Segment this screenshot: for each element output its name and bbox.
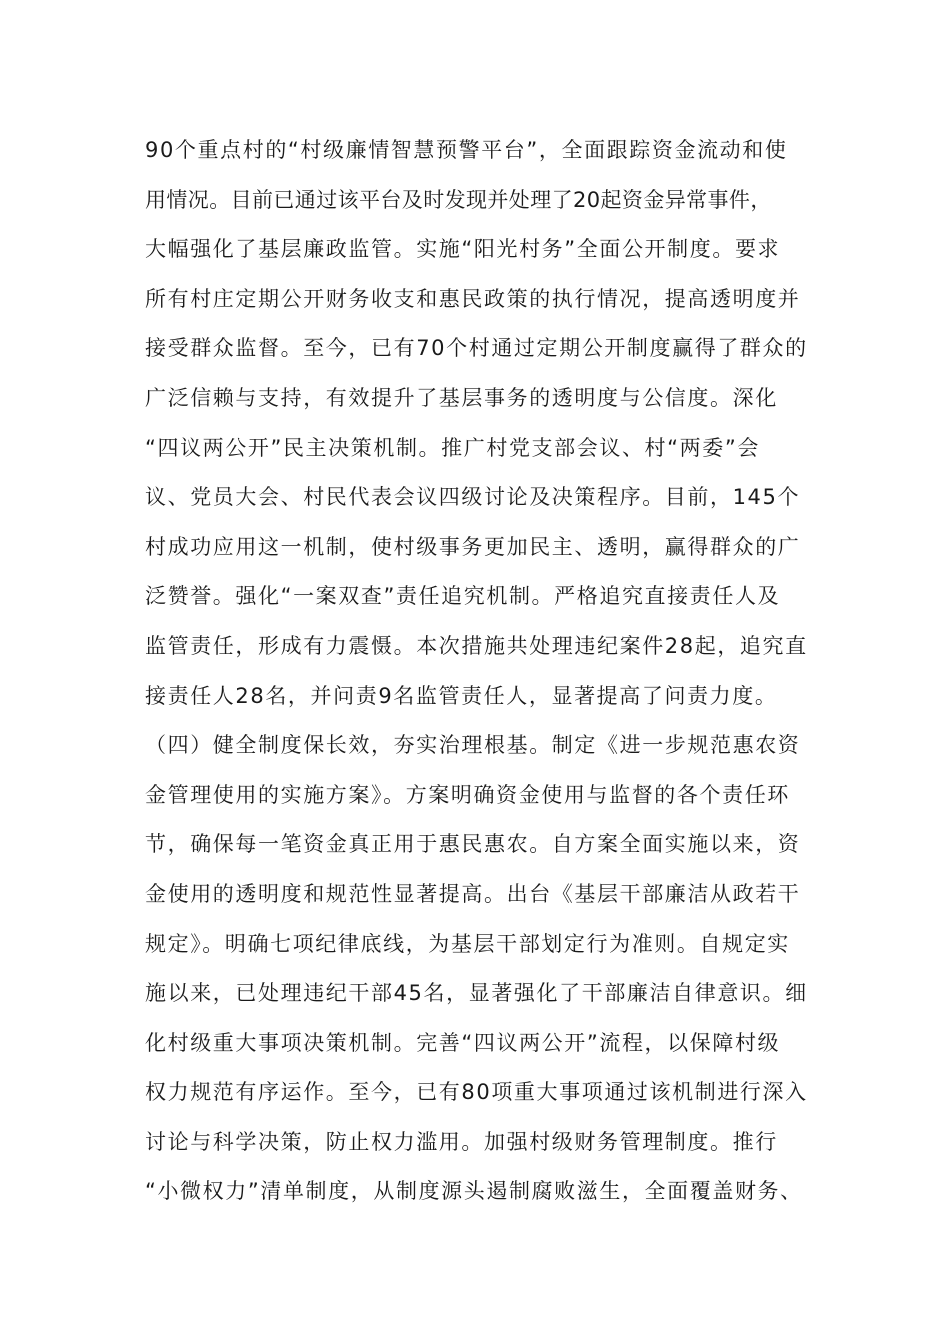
text-line: 施以来，已处理违纪干部45名，显著强化了干部廉洁自律意识。细 (145, 981, 808, 1006)
section-heading-line: （四）健全制度保长效，夯实治理根基。制定《进一步规范惠农资 (145, 733, 801, 758)
text-line: 村成功应用这一机制，使村级事务更加民主、透明，赢得群众的广 (145, 534, 801, 559)
text-line: 所有村庄定期公开财务收支和惠民政策的执行情况，提高透明度并 (145, 286, 801, 311)
text-line: 规定》。明确七项纪律底线，为基层干部划定行为准则。自规定实 (145, 931, 790, 956)
text-line: 90个重点村的“村级廉情智慧预警平台”，全面跟踪资金流动和使 (145, 138, 788, 162)
text-line: 金管理使用的实施方案》。方案明确资金使用与监督的各个责任环 (145, 782, 790, 807)
text-line: 泛赞誉。强化“一案双查”责任追究机制。严格追究直接责任人及 (145, 584, 781, 609)
text-line: 金使用的透明度和规范性显著提高。出台《基层干部廉洁从政若干 (145, 881, 801, 906)
text-line: 接责任人28名，并问责9名监管责任人，显著提高了问责力度。 (145, 683, 778, 708)
text-line: 权力规范有序运作。至今，已有80项重大事项通过该机制进行深入 (145, 1080, 808, 1105)
text-line: “小微权力”清单制度，从制度源头遏制腐败滋生，全面覆盖财务、 (145, 1179, 803, 1204)
text-line: 议、党员大会、村民代表会议四级讨论及决策程序。目前，145个 (145, 485, 801, 510)
text-line: 接受群众监督。至今，已有70个村通过定期公开制度赢得了群众的 (145, 336, 808, 361)
text-line: 用情况。目前已通过该平台及时发现并处理了20起资金异常事件， (145, 187, 772, 212)
text-line: “四议两公开”民主决策机制。推广村党支部会议、村“两委”会 (145, 435, 760, 460)
body-text (145, 126, 825, 1217)
text-line: 节，确保每一笔资金真正用于惠民惠农。自方案全面实施以来，资 (145, 832, 801, 857)
text-line: 讨论与科学决策，防止权力滥用。加强村级财务管理制度。推行 (145, 1129, 778, 1154)
text-line: 化村级重大事项决策机制。完善“四议两公开”流程，以保障村级 (145, 1030, 781, 1055)
text-line: 监管责任，形成有力震慑。本次措施共处理违纪案件28起，追究直 (145, 633, 808, 658)
text-line: 大幅强化了基层廉政监管。实施“阳光村务”全面公开制度。要求 (145, 237, 781, 262)
text-line: 广泛信赖与支持，有效提升了基层事务的透明度与公信度。深化 (145, 385, 778, 410)
